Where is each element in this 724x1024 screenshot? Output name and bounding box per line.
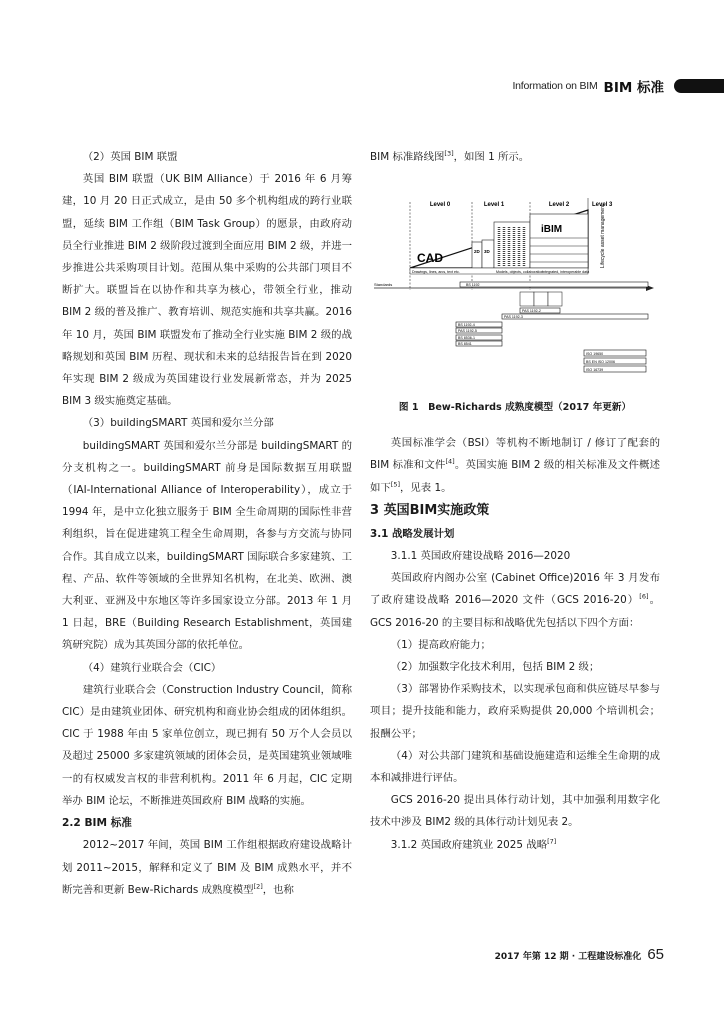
lifecycle-label: Lifecycle asset management [600,204,606,269]
paragraph-tail: 。GCS 2016-20 的主要目标和战略优先包括以下四个方面： [370,594,660,629]
block-level2-right [530,214,588,268]
figure-caption: 图 1 Bew-Richards 成熟度模型（2017 年更新） [398,402,632,414]
level-label: Level 1 [483,202,505,209]
std-bar [460,282,648,287]
band-label-integrated: Integrated, interoperable data [542,270,590,275]
header-tab-bar [674,79,724,93]
subsection-heading-strategy: 3.1 战略发展计划 [370,527,455,540]
paragraph-text: 英国标准学会（BSI）等机构不断地制订 / 修订了配套的 BIM 标准和文件 [370,437,660,472]
paragraph-roadmap-intro [370,146,660,168]
level-label: Level 2 [548,202,570,209]
2d-label: 2D [474,249,480,255]
list-item: （1）提高政府能力； [390,638,491,651]
subsubsection-heading-gcs: 3.1.1 英国政府建设战略 2016—2020 [390,550,571,563]
band-label-models: Models, objects, collaboration [496,270,544,275]
std-label: PAS 1192-2 [522,309,541,314]
subheading-buildingsmart: （3）buildingSMART 英国和爱尔兰分部 [82,417,274,430]
cad-label: CAD [417,251,443,266]
citation-ref[interactable]: [2] [253,882,263,891]
heading-text: 3.1.2 英国政府建筑业 2025 战略 [390,838,548,851]
std-label: PAS 1192-5 [458,329,477,334]
running-header [512,76,724,96]
std-label: BS EN ISO 12006 [586,360,615,365]
page-footer [495,946,664,963]
paragraph-tail: 。英国实施 BIM 2 级的相关标准及文件概述如下 [370,459,660,494]
level-label: Level 0 [429,202,451,209]
std-bar [502,314,648,319]
paragraph-gcs [370,567,660,634]
paragraph-tail: ，也称 [262,883,294,896]
maturity-diagram [370,172,660,390]
block-2d [472,242,482,268]
std-label: BS 8536-1 [458,336,475,341]
paragraph-tail: ，见表 1。 [400,481,452,494]
left-column [62,146,352,901]
paragraph-cic: 建筑行业联合会（Construction Industry Council，简称 CIC）是由建筑业团体、研究机构和商业协会组成的团体组织。CIC 于 1988 年由 5 家单位创立，现已拥有 50 万个人会员以及超过 25000 多家建筑领域的团体会员，是英国建筑业领域唯一的有权威发言权的非营利机构。2011 年 6 月起，CIC 定期举办 BIM 论坛，不断推进英国政府 BIM 战略的实施。 [62,683,352,807]
paragraph-bim-standards [62,834,352,901]
std-label: BS 1192 [466,283,480,288]
band-label-drawings: Drawings, lines, arcs, text etc. [412,270,460,275]
list-item: （3）部署协作采购技术，以实现承包商和供应链尽早参与项目；提升技能和能力，政府采购提供 20,000 个培训机会；报酬公平； [370,683,660,740]
subheading-cic: （4）建筑行业联合会（CIC） [82,661,222,674]
subheading-uk-bim-alliance: （2）英国 BIM 联盟 [82,151,178,163]
std-label: ISO 19650 [586,352,604,357]
level-label: Level 3 [592,202,613,209]
section-heading-bim-standards: 2.2 BIM 标准 [62,817,132,830]
citation-ref[interactable]: [7] [547,837,557,846]
std-box [520,292,534,306]
paragraph-action-plan: GCS 2016-20 提出具体行动计划，其中加强利用数字化技术中涉及 BIM2 级的具体行动计划见表 2。 [370,794,660,829]
paragraph-bsi [370,432,660,499]
std-box [548,292,562,306]
paragraph-text: 英国政府内阁办公室 (Cabinet Office)2016 年 3 月发布了政府建设战略 2016—2020 文件（GCS 2016-20） [370,572,660,607]
ibim-label: iBIM [541,224,563,236]
list-item: （2）加强数字化技术利用，包括 BIM 2 级； [390,661,600,674]
std-label: ISO 16739 [586,368,604,373]
footer-journal: 2017 年第 12 期 · 工程建设标准化 [494,952,642,962]
block-3d [482,240,494,268]
std-label: BS 8541 [458,342,472,347]
3d-label: 3D [484,249,490,255]
subsubsection-heading-2025 [370,834,660,856]
standards-label: Standards [374,282,393,288]
std-label: PAS 1192-3 [504,315,523,320]
list-item: （4）对公共部门建筑和基础设施建造和运维全生命期的成本和减排进行评估。 [370,749,660,785]
std-label: BS 1192-4 [458,323,475,328]
paragraph-text: 2012~2017 年间，英国 BIM 工作组根据政府建设战略计划 2011~2015，解释和定义了 BIM 及 BIM 成熟水平，并不断完善和更新 Bew-Richards 成熟度模型 [62,839,352,896]
section-heading-policy: 3 英国BIM实施政策 [370,502,490,518]
paragraph-uk-bim-alliance: 英国 BIM 联盟（UK BIM Alliance）于 2016 年 6 月筹建，10 月 20 日正式成立，是由 50 多个机构组成的跨行业联盟，延续 BIM 工作组（BIM Task Group）的愿景，由政府动员全行业推进 BIM 2 级阶段过渡到全面应用 BIM 2 级，并进一步推进公共采购项目计划。范围从集中采购的公共部门项目不断扩大。联盟旨在以协作和共享为核心，带领全行业，推动 BIM 2 级的普及推广、教育培训、规范实施和共享共赢。2016 年 10 月，英国 BIM 联盟发布了推动全行业实施 BIM 2 级的战略规划和英国 BIM 历程、现状和未来的总结报告旨在到 2020 年实现 BIM 2 级成为英国建设行业发展新常态，并为 2025 BIM 3 级实施奠定基础。 [62,173,352,408]
paragraph-tail: ，如图 1 所示。 [453,151,530,163]
header-english: Information on BIM [512,80,598,92]
citation-ref[interactable]: [4] [445,457,455,466]
paragraph-buildingsmart: buildingSMART 英国和爱尔兰分部是 buildingSMART 的分支机构之一。buildingSMART 前身是国际数据互用联盟（IAI-International Alliance of Interoperability），成立于 1994 年，是中立化独立服务于 BIM 全生命周期的国际性非营利组织，旨在促进建筑工程全生命周期，各参与方交流与协同合作。其自成立以来，buildingSMART 国际联合多家建筑、工程、产品、软件等领域的全世界知名机构，在北美、欧洲、澳大利亚、亚洲及中东地区等许多国家设立分部。2013 年 1 月 1 日起，BRE（Building Research Establishment，英国建筑研究院）成为其英国分部的依托单位。 [62,439,352,652]
page-number: 65 [647,946,664,963]
right-column [370,146,660,856]
citation-ref[interactable]: [6] [639,592,649,601]
header-chinese: BIM 标准 [603,80,664,96]
citation-ref[interactable]: [5] [390,480,400,489]
figure-bew-richards-model [370,172,660,416]
citation-ref[interactable]: [3] [444,149,454,158]
paragraph-text: BIM 标准路线图 [370,151,445,163]
std-box [534,292,548,306]
